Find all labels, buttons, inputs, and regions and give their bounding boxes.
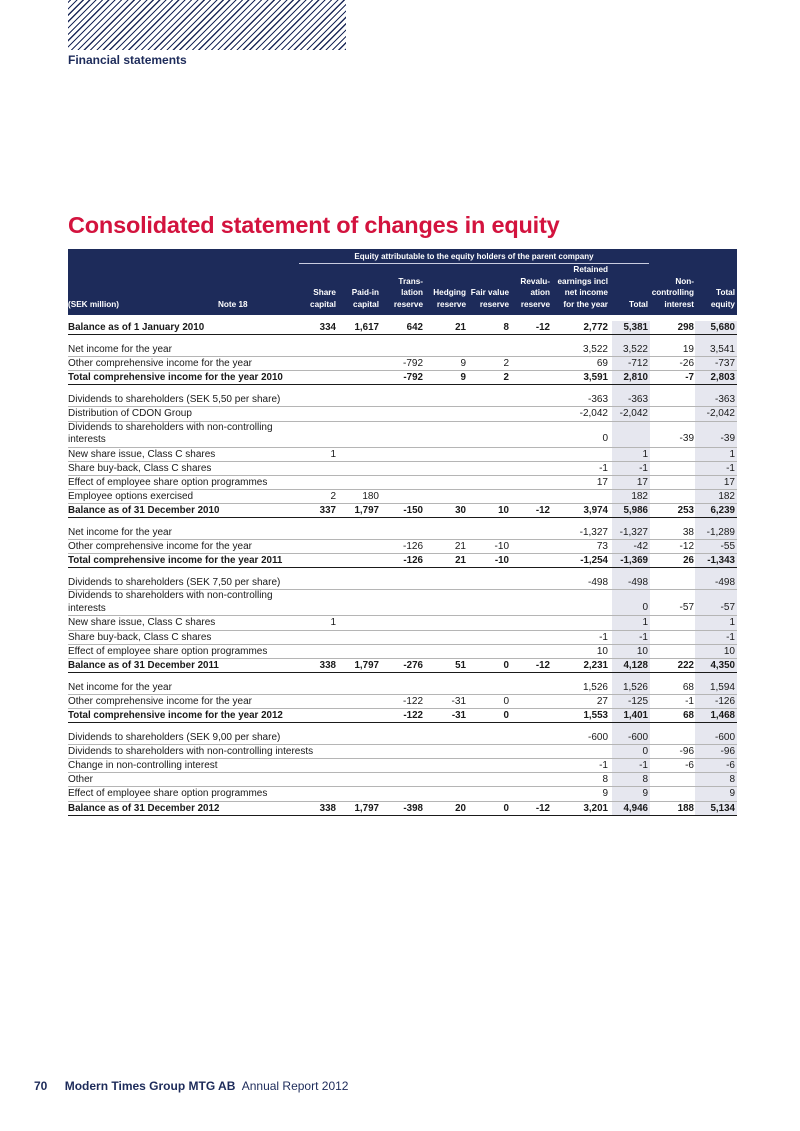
row-label: Total comprehensive income for the year 2012 xyxy=(68,709,283,721)
cell-value: 73 xyxy=(596,541,608,553)
table-row xyxy=(68,343,737,357)
cell-value: 0 xyxy=(602,433,608,445)
col-header-line: reserve xyxy=(520,299,550,309)
row-label: Net income for the year xyxy=(68,527,172,539)
row-label: Other comprehensive income for the year xyxy=(68,358,252,370)
cell-value: -96 xyxy=(720,746,735,758)
col-header-3 xyxy=(394,276,423,311)
cell-value: -1,369 xyxy=(620,555,648,567)
cell-value: -12 xyxy=(535,802,550,814)
cell-value: 9 xyxy=(460,358,466,370)
cell-value: 30 xyxy=(455,504,466,516)
table-row xyxy=(68,540,737,554)
column-shade xyxy=(695,385,737,393)
col-header-line xyxy=(310,276,336,288)
col-header-sek-million: (SEK million) xyxy=(68,299,119,309)
section-label: Financial statements xyxy=(68,53,187,67)
cell-value: 9 xyxy=(460,372,466,384)
col-header-1 xyxy=(310,276,336,311)
row-spacer xyxy=(68,385,737,393)
cell-value: -2,042 xyxy=(706,408,735,420)
company-name: Modern Times Group MTG AB xyxy=(64,1079,236,1093)
cell-value: -363 xyxy=(627,394,648,406)
cell-value: -126 xyxy=(402,541,423,553)
col-header-line: reserve xyxy=(479,299,509,309)
cell-value: -1,254 xyxy=(580,555,608,567)
cell-value: -1 xyxy=(685,695,694,707)
table-row xyxy=(68,462,737,476)
cell-value: 0 xyxy=(503,802,509,814)
row-label: Other comprehensive income for the year xyxy=(68,541,252,553)
row-label: Change in non-controlling interest xyxy=(68,760,218,772)
cell-value: -276 xyxy=(403,659,423,671)
cell-value: 68 xyxy=(682,681,694,693)
row-label: Dividends to shareholders (SEK 7,50 per share) xyxy=(68,577,281,589)
cell-value: -363 xyxy=(587,394,608,406)
cell-value: 338 xyxy=(319,659,336,671)
col-header-line: controlling xyxy=(651,288,694,297)
cell-value: -57 xyxy=(720,602,735,614)
cell-value: -6 xyxy=(685,760,694,772)
cell-value: 9 xyxy=(729,788,735,800)
cell-value: -1 xyxy=(639,760,648,772)
row-label: Dividends to shareholders (SEK 9,00 per share) xyxy=(68,732,281,744)
cell-value: -39 xyxy=(720,433,735,445)
row-label: Total comprehensive income for the year 2010 xyxy=(68,372,283,384)
col-header-line: ation xyxy=(530,288,550,297)
table-row xyxy=(68,407,737,421)
cell-value: 3,522 xyxy=(622,344,648,356)
col-header-line: Retained xyxy=(573,265,608,274)
col-header-line: earnings incl xyxy=(557,276,608,286)
table-row xyxy=(68,709,737,723)
cell-value: 338 xyxy=(319,802,336,814)
cell-value: -10 xyxy=(494,541,509,553)
cell-value: 8 xyxy=(729,774,735,786)
cell-value: -712 xyxy=(627,358,648,370)
col-header-line: Fair value xyxy=(470,288,509,297)
cell-value: 5,381 xyxy=(623,322,648,333)
row-label: Dividends to shareholders (SEK 5,50 per share) xyxy=(68,394,281,406)
column-shade xyxy=(695,335,737,343)
cell-value: -31 xyxy=(451,709,466,721)
cell-value: 337 xyxy=(319,504,336,516)
cell-value: -600 xyxy=(714,732,735,744)
cell-value: 6,239 xyxy=(710,504,735,516)
cell-value: 4,350 xyxy=(710,659,735,671)
row-spacer xyxy=(68,335,737,343)
table-row xyxy=(68,393,737,407)
cell-value: -12 xyxy=(535,322,550,333)
cell-value: -1,327 xyxy=(619,527,648,539)
row-label: Total comprehensive income for the year 2011 xyxy=(68,555,283,567)
row-label: Dividends to shareholders with non-controlling interests xyxy=(68,590,273,615)
row-label: Effect of employee share option programmes xyxy=(68,476,268,488)
column-shade xyxy=(612,385,650,393)
col-header-note: Note 18 xyxy=(218,299,248,309)
cell-value: 21 xyxy=(454,541,466,553)
table-row xyxy=(68,504,737,518)
row-label: Dividends to shareholders with non-controlling interests xyxy=(68,746,314,758)
cell-value: 19 xyxy=(682,344,694,356)
cell-value: 69 xyxy=(596,358,608,370)
table-row xyxy=(68,802,737,816)
col-header-line: reserve xyxy=(393,299,423,309)
col-header-line: Share xyxy=(313,288,336,297)
cell-value: -2,042 xyxy=(619,408,648,420)
cell-value: 334 xyxy=(319,322,336,333)
cell-value: 0 xyxy=(642,746,648,758)
equity-table xyxy=(68,249,737,816)
table-row xyxy=(68,787,737,801)
cell-value: -792 xyxy=(403,372,423,384)
cell-value: 17 xyxy=(723,476,735,488)
col-header-line xyxy=(711,276,735,288)
cell-value: 8 xyxy=(602,774,608,786)
col-header-line: capital xyxy=(310,299,336,309)
cell-value: -1,289 xyxy=(706,527,735,539)
row-label: Balance as of 31 December 2010 xyxy=(68,504,220,516)
cell-value: 5,680 xyxy=(710,322,735,333)
row-spacer xyxy=(68,518,737,526)
col-header-line: equity xyxy=(710,299,735,309)
cell-value: 1,468 xyxy=(710,709,735,721)
table-row xyxy=(68,731,737,745)
cell-value: 1,797 xyxy=(354,504,379,516)
cell-value: 4,128 xyxy=(623,659,648,671)
column-shade xyxy=(612,568,650,576)
cell-value: 0 xyxy=(503,709,509,721)
cell-value: 21 xyxy=(455,322,466,333)
cell-value: -498 xyxy=(587,577,608,589)
cell-value: 8 xyxy=(642,774,648,786)
col-header-line: capital xyxy=(353,299,379,309)
table-header xyxy=(68,249,737,315)
cell-value: -39 xyxy=(679,433,694,445)
cell-value: -1 xyxy=(599,631,608,643)
cell-value: -126 xyxy=(403,555,423,567)
cell-value: 253 xyxy=(677,504,694,516)
cell-value: 642 xyxy=(406,322,423,333)
cell-value: -122 xyxy=(402,695,423,707)
page-title: Consolidated statement of changes in equity xyxy=(68,212,560,238)
cell-value: 2,231 xyxy=(583,659,608,671)
table-row xyxy=(68,321,737,335)
table-row xyxy=(68,645,737,659)
table-row xyxy=(68,631,737,645)
table-body xyxy=(68,315,737,816)
cell-value: 222 xyxy=(677,659,694,671)
column-shade xyxy=(612,723,650,731)
cell-value: 9 xyxy=(642,788,648,800)
column-shade xyxy=(612,335,650,343)
row-label: Other xyxy=(68,774,94,786)
cell-value: 182 xyxy=(718,490,735,502)
cell-value: 5,134 xyxy=(710,802,735,814)
cell-value: -12 xyxy=(679,541,694,553)
cell-value: -1 xyxy=(599,760,608,772)
cell-value: 182 xyxy=(631,490,648,502)
cell-value: 21 xyxy=(455,555,466,567)
cell-value: -1 xyxy=(726,631,735,643)
row-label: New share issue, Class C shares xyxy=(68,617,216,629)
cell-value: -96 xyxy=(679,746,694,758)
col-header-line xyxy=(433,276,466,288)
row-label: Employee options exercised xyxy=(68,490,194,502)
row-label: Net income for the year xyxy=(68,344,172,356)
cell-value: -7 xyxy=(685,372,694,384)
cell-value: -6 xyxy=(726,760,735,772)
table-row xyxy=(68,476,737,490)
cell-value: 1,526 xyxy=(582,681,608,693)
cell-value: -55 xyxy=(720,541,735,553)
column-shade xyxy=(695,518,737,526)
col-header-line: for the year xyxy=(563,299,608,309)
cell-value: -1,343 xyxy=(707,555,735,567)
col-header-6 xyxy=(520,276,550,311)
table-row xyxy=(68,357,737,371)
cell-value: -125 xyxy=(627,695,648,707)
row-label: Distribution of CDON Group xyxy=(68,408,192,420)
column-shade xyxy=(612,673,650,681)
cell-value: 26 xyxy=(683,555,694,567)
cell-value: 3,974 xyxy=(583,504,608,516)
cell-value: 1,797 xyxy=(354,659,379,671)
cell-value: 1,526 xyxy=(622,681,648,693)
col-header-line: Revalu- xyxy=(520,276,550,286)
col-header-line: Total xyxy=(629,299,648,309)
cell-value: -792 xyxy=(402,358,423,370)
cell-value: -363 xyxy=(714,394,735,406)
col-header-line xyxy=(352,276,379,288)
column-shade xyxy=(695,723,737,731)
row-label: Balance as of 31 December 2011 xyxy=(68,659,219,671)
cell-value: -26 xyxy=(679,358,694,370)
row-label: Share buy-back, Class C shares xyxy=(68,462,212,474)
row-label: Balance as of 31 December 2012 xyxy=(68,802,220,814)
cell-value: -12 xyxy=(535,504,550,516)
col-header-line xyxy=(629,276,648,288)
cell-value: 0 xyxy=(642,602,648,614)
cell-value: -126 xyxy=(714,695,735,707)
table-row xyxy=(68,659,737,673)
cell-value: -600 xyxy=(627,732,648,744)
row-label: Share buy-back, Class C shares xyxy=(68,631,212,643)
col-header-10 xyxy=(711,276,735,311)
cell-value: 2,803 xyxy=(710,372,735,384)
col-header-8 xyxy=(629,276,648,311)
cell-value: 1 xyxy=(729,617,735,629)
col-header-line: Hedging xyxy=(433,288,466,297)
cell-value: 51 xyxy=(455,659,466,671)
cell-value: 10 xyxy=(596,645,608,657)
table-row xyxy=(68,773,737,787)
cell-value: -2,042 xyxy=(579,408,608,420)
col-header-line: lation xyxy=(401,288,423,297)
cell-value: 0 xyxy=(503,659,509,671)
col-header-7 xyxy=(557,264,608,310)
col-header-5 xyxy=(471,276,509,311)
table-row xyxy=(68,490,737,504)
page-number: 70 xyxy=(34,1079,48,1093)
cell-value: 68 xyxy=(683,709,694,721)
cell-value: -1 xyxy=(639,462,648,474)
table-row xyxy=(68,590,737,616)
row-spacer xyxy=(68,568,737,576)
cell-value: 8 xyxy=(503,322,509,333)
column-shade xyxy=(612,518,650,526)
cell-value: 10 xyxy=(723,645,735,657)
row-label: Dividends to shareholders with non-controlling interests xyxy=(68,421,273,446)
cell-value: 9 xyxy=(602,788,608,800)
table-row xyxy=(68,681,737,695)
column-shade xyxy=(695,673,737,681)
table-row xyxy=(68,371,737,385)
column-shade xyxy=(612,422,650,447)
table-row xyxy=(68,554,737,568)
col-header-line xyxy=(629,287,648,299)
cell-value: -1,327 xyxy=(579,527,608,539)
cell-value: -10 xyxy=(494,555,509,567)
cell-value: 298 xyxy=(677,322,694,333)
table-row xyxy=(68,759,737,773)
col-header-2 xyxy=(352,276,379,311)
supergroup-header: Equity attributable to the equity holders of the parent company xyxy=(299,252,649,264)
cell-value: -737 xyxy=(714,358,735,370)
cell-value: 38 xyxy=(682,527,694,539)
column-shade xyxy=(695,568,737,576)
row-spacer xyxy=(68,673,737,681)
cell-value: 3,541 xyxy=(709,344,735,356)
col-header-9 xyxy=(652,276,694,311)
row-label: Effect of employee share option programmes xyxy=(68,645,268,657)
cell-value: 188 xyxy=(677,802,694,814)
col-header-line: interest xyxy=(664,299,694,309)
table-row xyxy=(68,695,737,709)
col-header-4 xyxy=(433,276,466,311)
cell-value: 10 xyxy=(498,504,509,516)
cell-value: 3,201 xyxy=(583,802,608,814)
cell-value: 20 xyxy=(455,802,466,814)
cell-value: 1,553 xyxy=(583,709,608,721)
cell-value: 1 xyxy=(330,617,336,629)
cell-value: 1 xyxy=(729,448,735,460)
cell-value: -498 xyxy=(627,577,648,589)
cell-value: 1 xyxy=(330,448,336,460)
col-header-line: reserve xyxy=(436,299,466,309)
cell-value: -122 xyxy=(403,709,423,721)
cell-value: 3,522 xyxy=(582,344,608,356)
row-label: Net income for the year xyxy=(68,681,172,693)
table-row xyxy=(68,422,737,448)
cell-value: -31 xyxy=(451,695,466,707)
col-header-line: Paid-in xyxy=(351,288,379,297)
cell-value: -42 xyxy=(633,541,648,553)
cell-value: 3,591 xyxy=(583,372,608,384)
cell-value: 17 xyxy=(596,476,608,488)
page-footer xyxy=(34,1079,348,1093)
cell-value: 1,401 xyxy=(623,709,648,721)
row-label: Other comprehensive income for the year xyxy=(68,695,252,707)
row-spacer xyxy=(68,723,737,731)
decorative-hatch-pattern xyxy=(68,0,346,50)
col-header-line: Trans- xyxy=(398,276,423,286)
row-label: Balance as of 1 January 2010 xyxy=(68,322,205,333)
cell-value: 1 xyxy=(642,448,648,460)
cell-value: 17 xyxy=(636,476,648,488)
cell-value: 1,594 xyxy=(709,681,735,693)
cell-value: 5,986 xyxy=(623,504,648,516)
col-header-line: Non- xyxy=(675,276,694,286)
cell-value: -12 xyxy=(535,659,550,671)
cell-value: 2 xyxy=(503,372,509,384)
cell-value: -398 xyxy=(403,802,423,814)
row-label: New share issue, Class C shares xyxy=(68,448,216,460)
col-header-line: net income xyxy=(564,288,608,297)
cell-value: 2 xyxy=(330,490,336,502)
report-name: Annual Report 2012 xyxy=(241,1079,349,1093)
cell-value: 180 xyxy=(362,490,379,502)
cell-value: -498 xyxy=(714,577,735,589)
cell-value: -600 xyxy=(587,732,608,744)
cell-value: -150 xyxy=(403,504,423,516)
row-label: Effect of employee share option programmes xyxy=(68,788,268,800)
cell-value: 0 xyxy=(503,695,509,707)
table-row xyxy=(68,448,737,462)
cell-value: -1 xyxy=(639,631,648,643)
cell-value: 2 xyxy=(503,358,509,370)
cell-value: -57 xyxy=(679,602,694,614)
cell-value: -1 xyxy=(599,462,608,474)
cell-value: 1 xyxy=(642,617,648,629)
col-header-line: Total xyxy=(716,288,735,297)
cell-value: 10 xyxy=(636,645,648,657)
cell-value: 2,810 xyxy=(623,372,648,384)
cell-value: 1,797 xyxy=(354,802,379,814)
cell-value: 27 xyxy=(596,695,608,707)
cell-value: 2,772 xyxy=(583,322,608,333)
cell-value: 4,946 xyxy=(623,802,648,814)
table-row xyxy=(68,526,737,540)
table-row xyxy=(68,616,737,630)
table-row xyxy=(68,576,737,590)
table-row xyxy=(68,745,737,759)
cell-value: -1 xyxy=(726,462,735,474)
col-header-line xyxy=(471,276,509,288)
cell-value: 1,617 xyxy=(354,322,379,333)
